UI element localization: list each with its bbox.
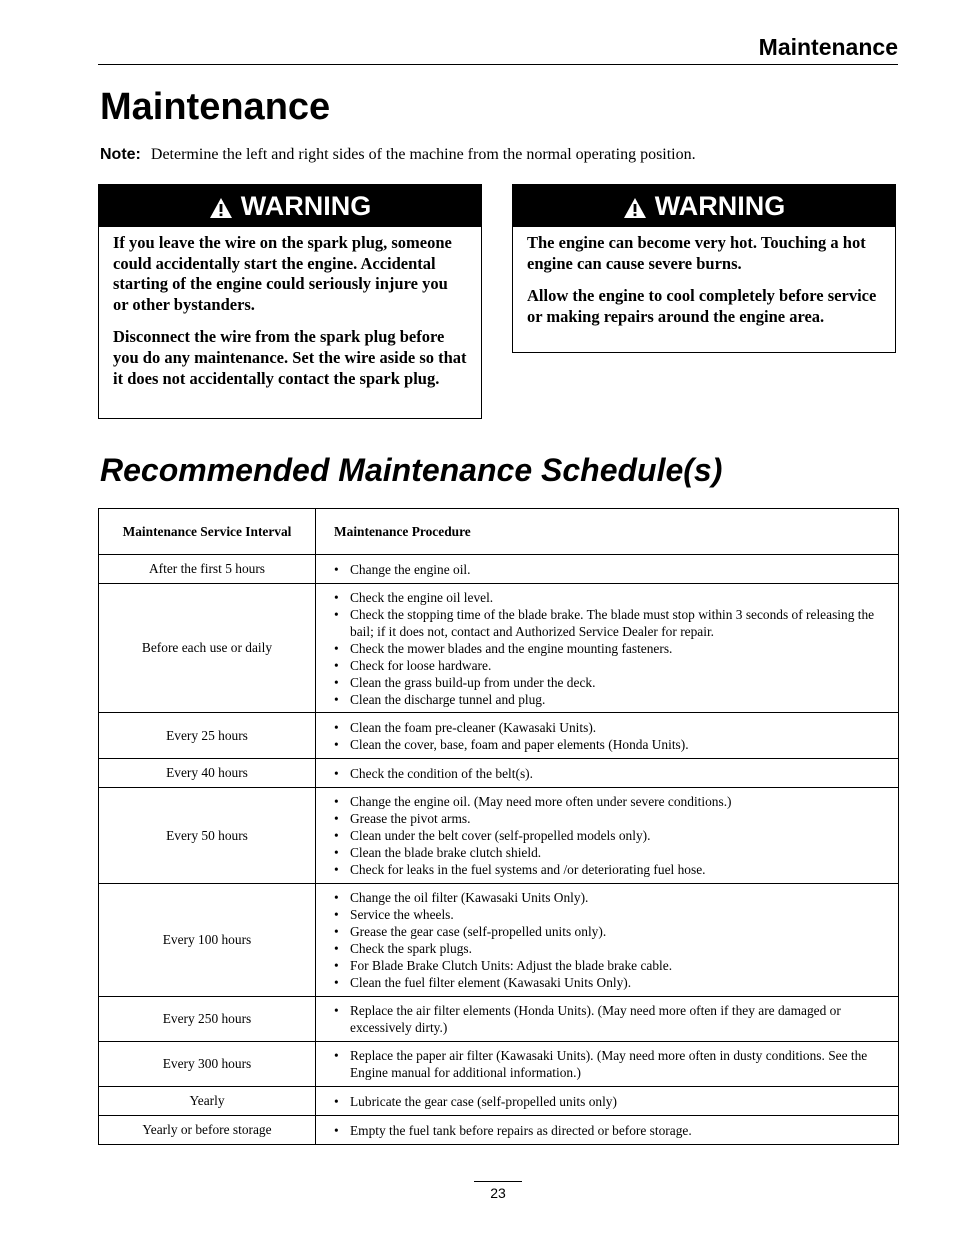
- warning-paragraph: If you leave the wire on the spark plug, someone could accidentally start the engine. Accidental starting of the engine could seriously injure you or other bystanders.: [113, 233, 452, 314]
- procedure-item: • Check the condition of the belt(s).: [334, 765, 884, 782]
- procedure-list: [334, 765, 884, 782]
- procedure-item: • Change the engine oil.: [334, 561, 884, 578]
- procedure-item: • Lubricate the gear case (self-propelled units only): [334, 1093, 884, 1110]
- procedure-cell: [316, 788, 899, 884]
- table-row: [99, 759, 899, 788]
- procedure-list: [334, 1093, 884, 1110]
- warning-header: [99, 185, 481, 227]
- procedure-list: [334, 889, 884, 991]
- procedure-item: • Clean the discharge tunnel and plug.: [334, 691, 884, 708]
- procedure-cell: [316, 584, 899, 713]
- table-row: [99, 1042, 899, 1087]
- note-text: Determine the left and right sides of the machine from the normal operating position.: [150, 146, 696, 163]
- table-row: [99, 997, 899, 1042]
- procedure-item: • Check for loose hardware.: [334, 657, 884, 674]
- note-label: Note:: [100, 146, 141, 163]
- procedure-list: [334, 1122, 884, 1139]
- procedure-cell: [316, 1116, 899, 1145]
- procedure-list: [334, 589, 884, 708]
- service-interval-cell: Every 250 hours: [99, 997, 316, 1042]
- warning-paragraph: The engine can become very hot. Touching a hot engine can cause severe burns.: [527, 233, 866, 273]
- procedure-cell: [316, 884, 899, 997]
- service-interval-cell: After the first 5 hours: [99, 555, 316, 584]
- warning-label: WARNING: [654, 190, 786, 221]
- procedure-cell: [316, 759, 899, 788]
- table-row: [99, 555, 899, 584]
- procedure-item: • Clean the grass build-up from under the deck.: [334, 674, 884, 691]
- column-header-interval: Maintenance Service Interval: [99, 509, 316, 555]
- procedure-item: • Check for leaks in the fuel systems and /or deteriorating fuel hose.: [334, 861, 884, 878]
- header-divider: [98, 64, 898, 65]
- service-interval-cell: Every 50 hours: [99, 788, 316, 884]
- service-interval-cell: Yearly or before storage: [99, 1116, 316, 1145]
- procedure-item: • Clean under the belt cover (self-propelled models only).: [334, 827, 884, 844]
- procedure-item: • Service the wheels.: [334, 906, 884, 923]
- procedure-item: • Change the oil filter (Kawasaki Units Only).: [334, 889, 884, 906]
- table-body: [99, 555, 899, 1145]
- table-row: [99, 884, 899, 997]
- procedure-item: • For Blade Brake Clutch Units: Adjust the blade brake cable.: [334, 957, 884, 974]
- table-row: [99, 1116, 899, 1145]
- warning-paragraph: Allow the engine to cool completely before service or making repairs around the engine area.: [527, 286, 877, 326]
- procedure-list: [334, 1002, 884, 1036]
- procedure-item: • Replace the air filter elements (Honda Units). (May need more often if they are damaged or excessively dirty.): [334, 1002, 884, 1036]
- procedure-cell: [316, 1087, 899, 1116]
- procedure-item: • Check the engine oil level.: [334, 589, 884, 606]
- procedure-list: [334, 793, 884, 878]
- warning-header: [513, 185, 895, 227]
- procedure-item: • Change the engine oil. (May need more often under severe conditions.): [334, 793, 884, 810]
- procedure-cell: [316, 555, 899, 584]
- service-interval-cell: Every 300 hours: [99, 1042, 316, 1087]
- procedure-item: • Clean the cover, base, foam and paper elements (Honda Units).: [334, 736, 884, 753]
- table-header-row: [99, 509, 899, 555]
- warning-label: WARNING: [240, 190, 372, 221]
- column-header-procedure: Maintenance Procedure: [316, 509, 899, 555]
- warning-box-hot-engine: [512, 184, 896, 353]
- procedure-item: • Check the mower blades and the engine mounting fasteners.: [334, 640, 884, 657]
- page-title: Maintenance: [100, 86, 331, 128]
- warning-triangle-icon: [209, 195, 233, 217]
- procedure-list: [334, 561, 884, 578]
- procedure-item: • Clean the fuel filter element (Kawasaki Units Only).: [334, 974, 884, 991]
- warning-box-spark-plug: [98, 184, 482, 419]
- service-interval-cell: Before each use or daily: [99, 584, 316, 713]
- warning-triangle-icon: [623, 195, 647, 217]
- service-interval-cell: Every 25 hours: [99, 713, 316, 759]
- table-row: [99, 713, 899, 759]
- maintenance-schedule-table: [98, 508, 899, 1145]
- service-interval-cell: Every 100 hours: [99, 884, 316, 997]
- procedure-list: [334, 719, 884, 753]
- running-header: Maintenance: [758, 34, 898, 60]
- table-row: [99, 584, 899, 713]
- procedure-cell: [316, 1042, 899, 1087]
- procedure-item: • Clean the foam pre-cleaner (Kawasaki Units).: [334, 719, 884, 736]
- service-interval-cell: Every 40 hours: [99, 759, 316, 788]
- procedure-cell: [316, 997, 899, 1042]
- procedure-item: • Grease the gear case (self-propelled units only).: [334, 923, 884, 940]
- procedure-item: • Empty the fuel tank before repairs as directed or before storage.: [334, 1122, 884, 1139]
- procedure-item: • Check the spark plugs.: [334, 940, 884, 957]
- procedure-item: • Clean the blade brake clutch shield.: [334, 844, 884, 861]
- note: [100, 146, 696, 164]
- section-title: Recommended Maintenance Schedule(s): [100, 452, 723, 488]
- procedure-item: • Grease the pivot arms.: [334, 810, 884, 827]
- procedure-list: [334, 1047, 884, 1081]
- procedure-item: • Replace the paper air filter (Kawasaki Units). (May need more often in dusty conditions. See the Engine manual for additional information.): [334, 1047, 884, 1081]
- footer-divider: [474, 1181, 522, 1182]
- procedure-cell: [316, 713, 899, 759]
- page-number: 23: [490, 1185, 506, 1201]
- procedure-item: • Check the stopping time of the blade brake. The blade must stop within 3 seconds of releasing the bail; if it does not, contact and Authorized Service Dealer for repair.: [334, 606, 884, 640]
- table-row: [99, 1087, 899, 1116]
- service-interval-cell: Yearly: [99, 1087, 316, 1116]
- warning-paragraph: Disconnect the wire from the spark plug before you do any maintenance. Set the wire aside so that it does not accidentally contact the spark plug.: [113, 327, 467, 388]
- table-row: [99, 788, 899, 884]
